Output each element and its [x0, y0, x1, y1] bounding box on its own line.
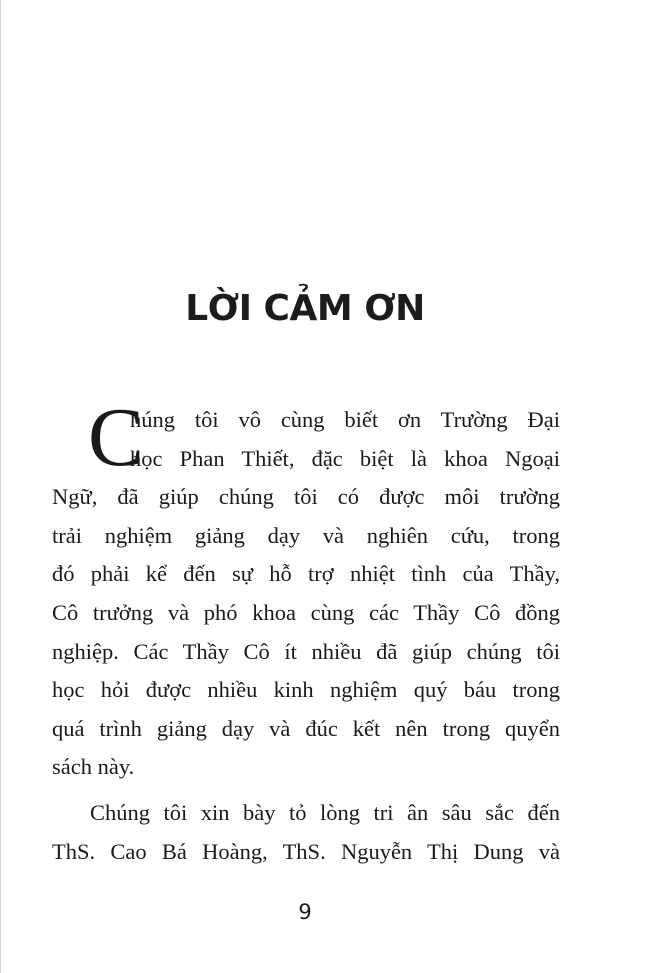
drop-cap: C — [88, 391, 145, 484]
acknowledgement-paragraph-1 — [52, 401, 560, 787]
paragraph-line: Chúng tôi xin bày tỏ lòng tri ân sâu sắc đến — [90, 800, 560, 825]
page-number: 9 — [298, 900, 312, 924]
paragraph-line: Cô trưởng và phó khoa cùng các Thầy Cô đồng — [52, 599, 560, 625]
paragraph-line: đó phải kể đến sự hỗ trợ nhiệt tình của Thầy, — [52, 561, 560, 587]
paragraph-line: Ngữ, đã giúp chúng tôi có được môi trường — [52, 484, 560, 510]
paragraph-line: ThS. Cao Bá Hoàng, ThS. Nguyễn Thị Dung và — [52, 838, 560, 864]
page-edge — [0, 0, 1, 973]
paragraph-line: học Phan Thiết, đặc biệt là khoa Ngoại — [130, 445, 560, 471]
paragraph-line: sách này. — [52, 754, 135, 780]
paragraph-line: nghiệp. Các Thầy Cô ít nhiều đã giúp chúng tôi — [52, 638, 560, 664]
page-title: LỜI CẢM ƠN — [185, 288, 425, 330]
paragraph-line: quá trình giảng dạy và đúc kết nên trong quyển — [52, 715, 560, 741]
paragraph-line: học hỏi được nhiều kinh nghiệm quý báu trong — [52, 677, 560, 703]
paragraph-line: trải nghiệm giảng dạy và nghiên cứu, trong — [52, 522, 560, 548]
acknowledgement-paragraph-2 — [52, 794, 560, 871]
paragraph-line: húng tôi vô cùng biết ơn Trường Đại — [130, 407, 560, 432]
